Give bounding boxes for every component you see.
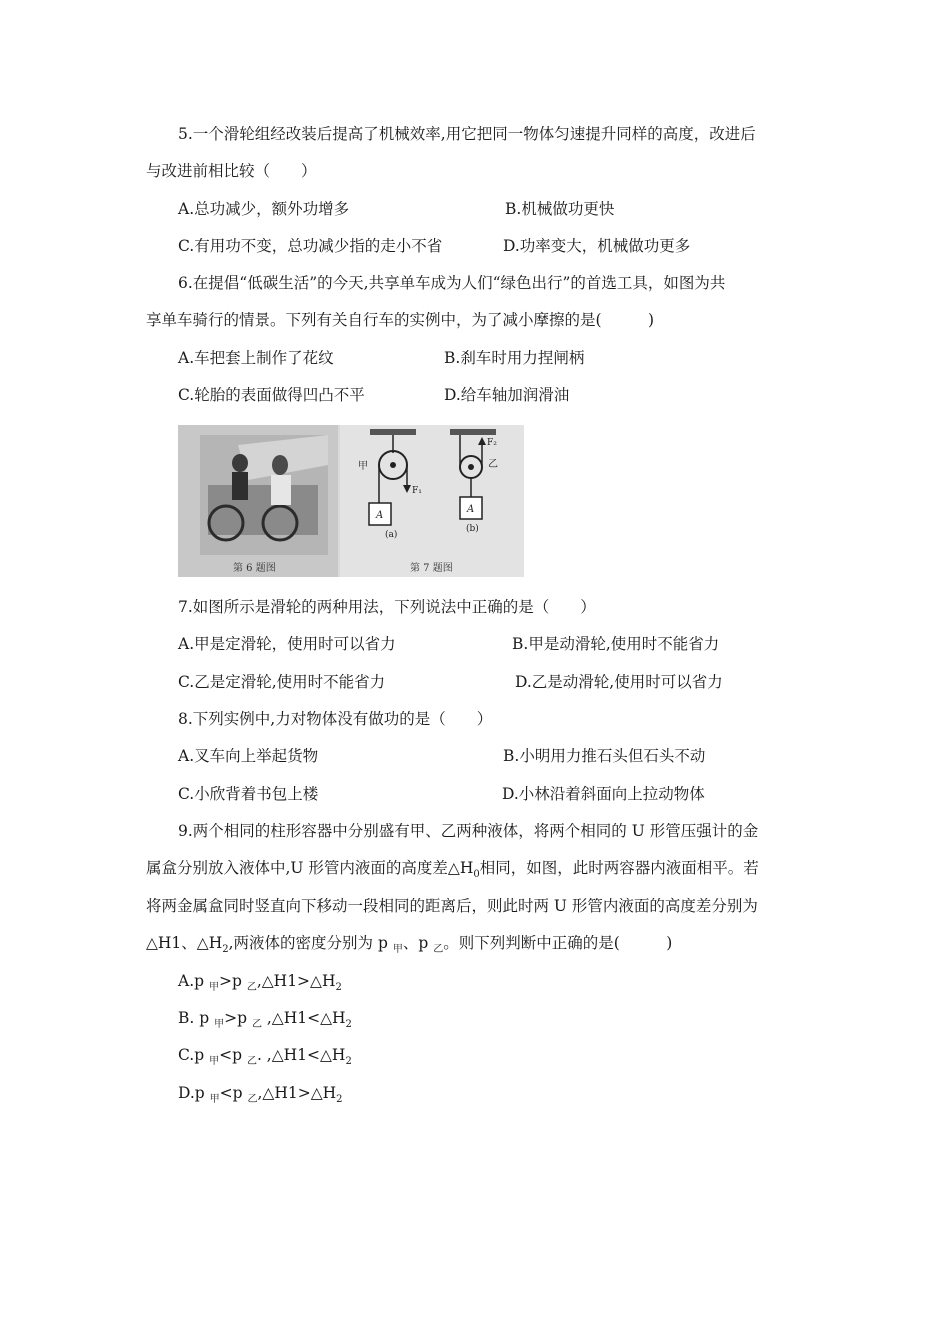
q7-option-b: B.甲是动滑轮,使用时不能省力 [512, 635, 720, 653]
q6-stem-line1: 6.在提倡“低碳生活”的今天,共享单车成为人们“绿色出行”的首选工具，如图为共 [178, 274, 726, 292]
q5-stem-line2: 与改进前相比较（ ） [146, 162, 317, 180]
caption-fig7: 第 7 题图 [410, 563, 453, 574]
figure-svg [178, 425, 524, 577]
q9-stem-line2: 属盒分别放入液体中,U 形管内液面的高度差$\triangle H_0$相同，如图，此时两容器内液面相平。若 [146, 859, 759, 881]
q9-option-a: A.p $_甲$>p $_乙,\triangle H1>\triangle H_2$ [178, 972, 342, 994]
label-jia: 甲 [358, 461, 368, 472]
q5-option-d: D.功率变大，机械做功更多 [503, 237, 691, 255]
label-f1: F₁ [412, 486, 422, 496]
label-block-b: A [467, 504, 475, 515]
figure-q6-q7 [178, 425, 524, 577]
q9-stem-line1: 9.两个相同的柱形容器中分别盛有甲、乙两种液体，将两个相同的 U 形管压强计的金 [178, 822, 759, 840]
label-block-a: A [376, 510, 384, 521]
q9-stem-line3: 将两金属盒同时竖直向下移动一段相同的距离后，则此时两 U 形管内液面的高度差分别为 [146, 897, 758, 915]
label-yi: 乙 [488, 459, 498, 470]
q5-option-c: C.有用功不变，总功减少指的走小不省 [178, 237, 443, 255]
q5-option-b: B.机械做功更快 [505, 200, 615, 218]
q5-option-a: A.总功减少，额外功增多 [178, 200, 350, 218]
q6-option-c: C.轮胎的表面做得凹凸不平 [178, 386, 365, 404]
q6-option-a: A.车把套上制作了花纹 [178, 349, 334, 367]
q9-option-d: D.p $_甲$<p $_乙,\triangle H1>\triangle H_2$ [178, 1084, 343, 1106]
q6-option-d: D.给车轴加润滑油 [444, 386, 570, 404]
q6-option-b: B.刹车时用力捏闸柄 [444, 349, 585, 367]
q5-stem-line1: 5.一个滑轮组经改装后提高了机械效率,用它把同一物体匀速提升同样的高度，改进后 [178, 125, 756, 143]
q7-option-c: C.乙是定滑轮,使用时不能省力 [178, 673, 386, 691]
label-sub-a: (a) [385, 530, 398, 540]
q8-option-c: C.小欣背着书包上楼 [178, 785, 319, 803]
label-sub-b: (b) [466, 524, 479, 534]
q9-stem-line4: △H1、$\triangle H_2$,两液体的密度分别为 p $_甲$、p $_乙$。则下列判断中正确的是( ) [146, 934, 673, 956]
q7-option-a: A.甲是定滑轮，使用时可以省力 [178, 635, 396, 653]
label-f2: F₂ [487, 438, 497, 448]
q9-option-b: B. p $_甲$>p $_乙$ $,\triangle H1<\triangle H_2$ [178, 1009, 352, 1031]
q6-stem-line2: 享单车骑行的情景。下列有关自行车的实例中，为了减小摩擦的是( ) [146, 311, 655, 329]
q8-option-a: A.叉车向上举起货物 [178, 747, 319, 765]
q8-stem-line1: 8.下列实例中,力对物体没有做功的是（ ） [178, 710, 493, 728]
q9-option-c: C.p $_甲$<p $_乙$. $,\triangle H1<\triangle H_2$ [178, 1046, 352, 1068]
q7-stem-line1: 7.如图所示是滑轮的两种用法，下列说法中正确的是（ ） [178, 598, 596, 616]
q8-option-d: D.小林沿着斜面向上拉动物体 [502, 785, 705, 803]
q8-option-b: B.小明用力推石头但石头不动 [503, 747, 706, 765]
q7-option-d: D.乙是动滑轮,使用时可以省力 [515, 673, 723, 691]
caption-fig6: 第 6 题图 [233, 563, 276, 574]
